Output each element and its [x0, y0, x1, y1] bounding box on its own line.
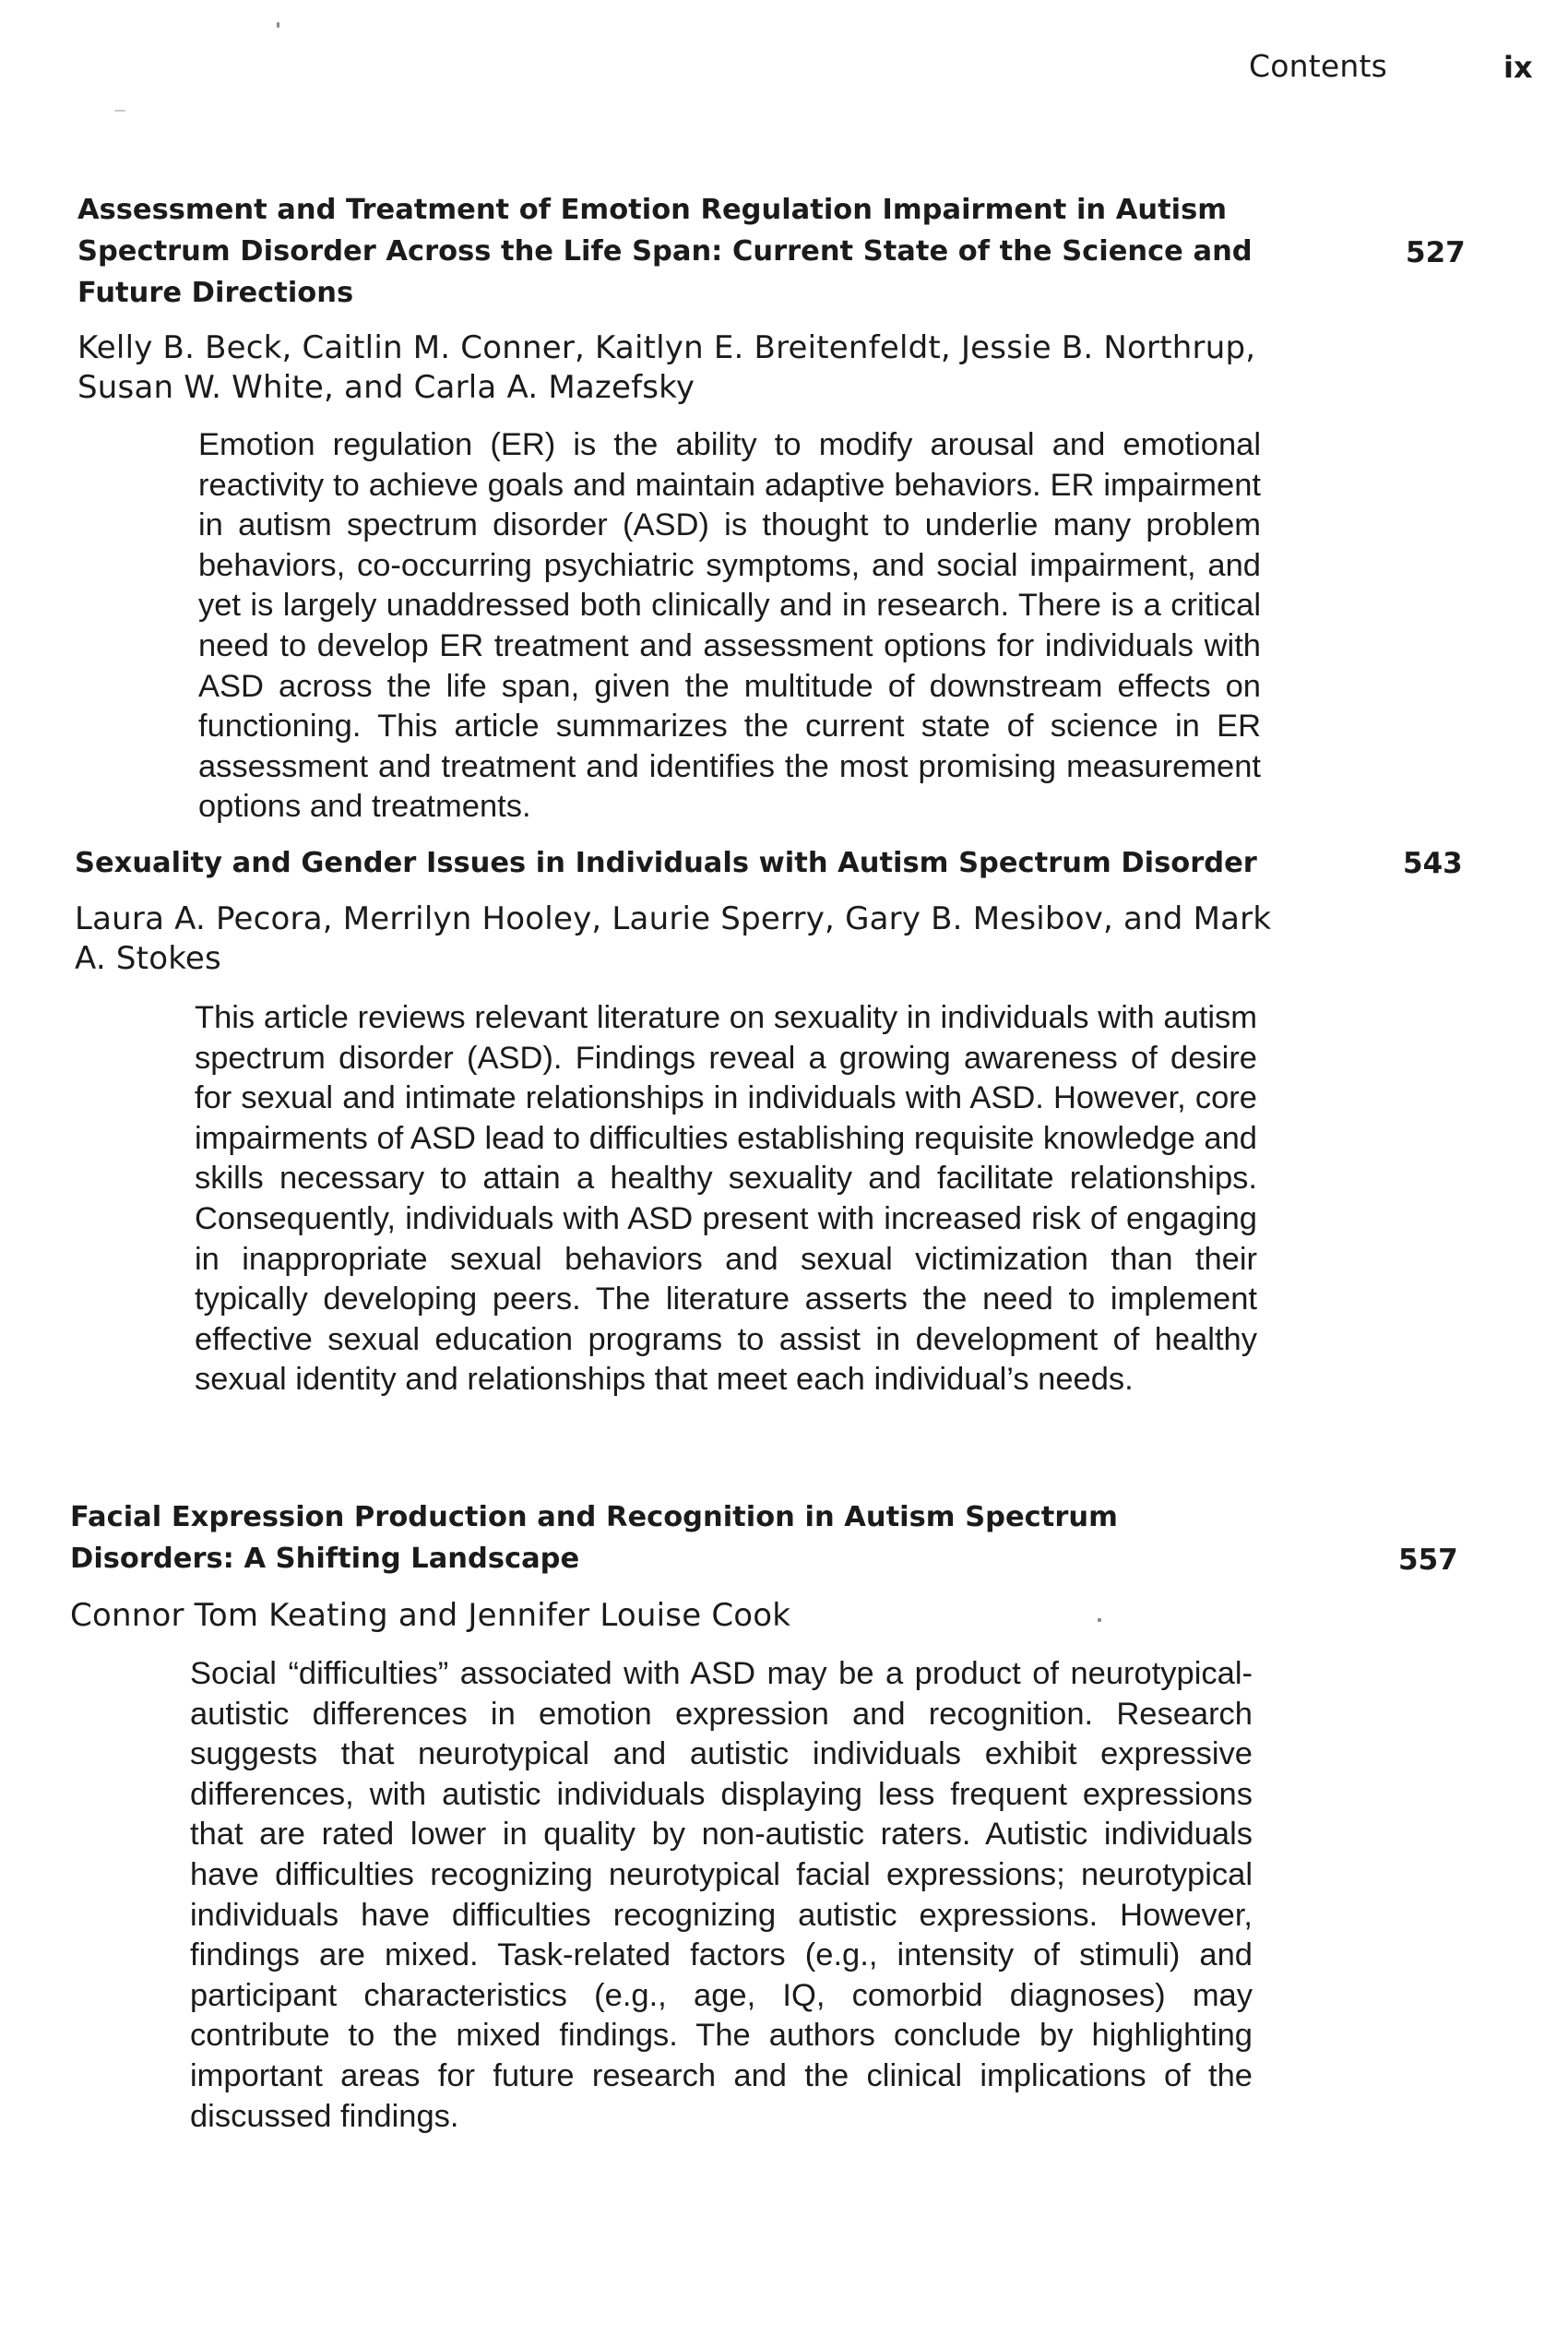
running-head: Contents: [1249, 48, 1388, 84]
article-abstract: Emotion regulation (ER) is the ability to modify arousal and emotional reactivity to achieve goals and maintain adaptive behaviors. ER impairment in autism spectrum disorder (ASD) is thought to underlie many problem behaviors, co-occurring psychiatric symptoms, and social impairment, and yet is largely unaddressed both clinically and in research. There is a critical need to develop ER treatment and assessment options for individuals with ASD across the life span, given the multitude of downstream effects on functioning. This article summarizes the current state of science in ER assessment and treatment and identifies the most promising measurement options and treatments.: [198, 427, 1261, 825]
article-title[interactable]: Assessment and Treatment of Emotion Regulation Impairment in Autism Spectrum Disorder Across the Life Span: Current State of the Science and Future Directions: [77, 194, 1253, 309]
scan-speck: [114, 110, 125, 112]
article-authors: Laura A. Pecora, Merrilyn Hooley, Laurie Sperry, Gary B. Mesibov, and Mark A. Stokes: [75, 900, 1272, 977]
article-title[interactable]: Facial Expression Production and Recognition in Autism Spectrum Disorders: A Shifting Landscape: [70, 1501, 1118, 1575]
page-folio: ix: [1503, 50, 1533, 85]
page-number[interactable]: 527: [1406, 236, 1466, 269]
article-authors: Connor Tom Keating and Jennifer Louise Cook: [70, 1597, 791, 1634]
toc-entry: [77, 189, 1466, 828]
page-number[interactable]: 543: [1403, 847, 1463, 880]
toc-entry: [75, 842, 1463, 1400]
page-number[interactable]: 557: [1398, 1543, 1458, 1577]
toc-entry: [70, 1496, 1458, 2137]
article-authors: Kelly B. Beck, Caitlin M. Conner, Kaitlyn E. Breitenfeldt, Jessie B. Northrup, Susan W. White, and Carla A. Mazefsky: [77, 329, 1256, 406]
article-abstract: This article reviews relevant literature on sexuality in individuals with autism spectrum disorder (ASD). Findings reveal a growing awareness of desire for sexual and intimate relationships in individuals with ASD. However, core impairments of ASD lead to difficulties establishing requisite knowledge and skills necessary to attain a healthy sexuality and facilitate relationships. Consequently, individuals with ASD present with increased risk of engaging in inappropriate sexual behaviors and sexual victimization than their typically developing peers. The literature asserts the need to implement effective sexual education programs to assist in development of healthy sexual identity and relationships that meet each individual’s needs.: [195, 1000, 1257, 1398]
article-title[interactable]: Sexuality and Gender Issues in Individuals with Autism Spectrum Disorder: [75, 847, 1257, 879]
article-abstract: Social “difficulties” associated with ASD may be a product of neurotypical-autistic differences in emotion expression and recognition. Research suggests that neurotypical and autistic individuals exhibit expressive differences, with autistic individuals displaying less frequent expressions that are rated lower in quality by non-autistic raters. Autistic individuals have difficulties recognizing neurotypical facial expressions; neurotypical individuals have difficulties recognizing autistic expressions. However, findings are mixed. Task-related factors (e.g., intensity of stimuli) and participant characteristics (e.g., age, IQ, comorbid diagnoses) may contribute to the mixed findings. The authors conclude by highlighting important areas for future research and the clinical implications of the discussed findings.: [190, 1656, 1253, 2134]
scan-speck: [277, 22, 279, 28]
